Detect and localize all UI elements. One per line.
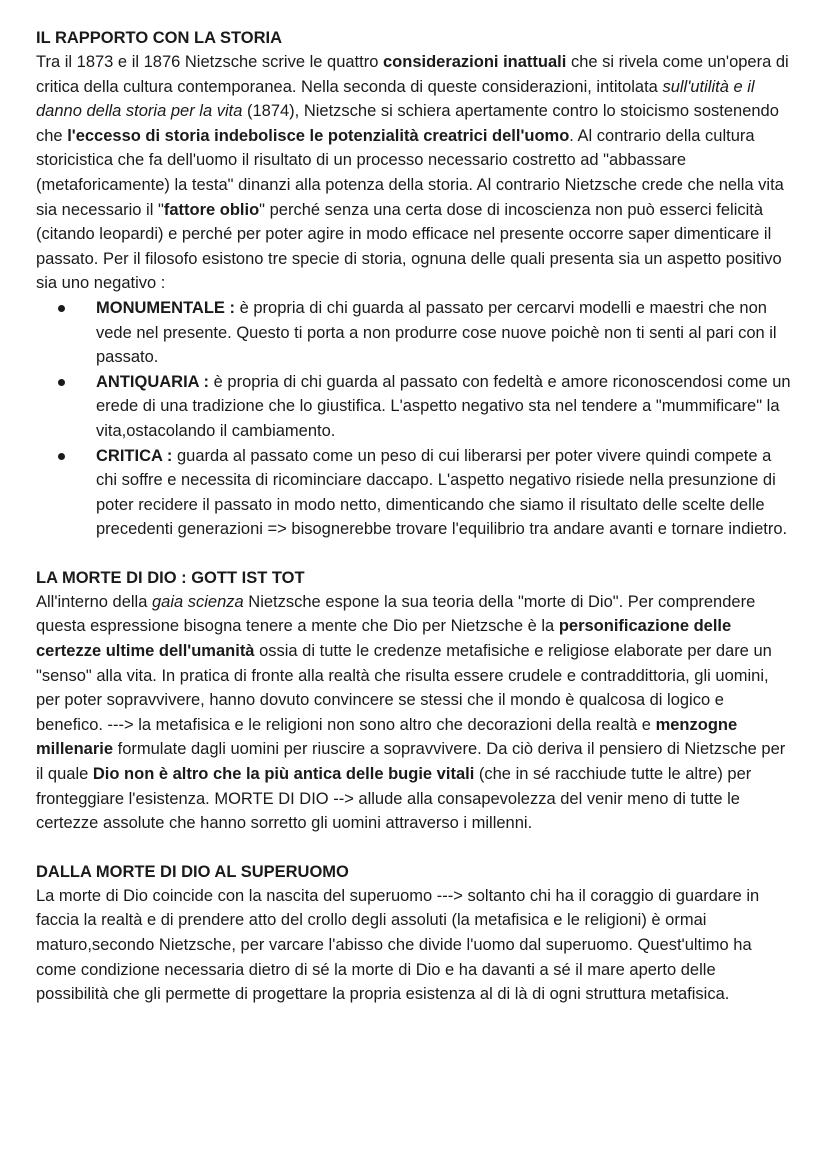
text-run: Nietzsche espone la sua teoria della "morte di Dio". Per comprendere questa espressione bisogna tenere a mente che Dio per Nietzsche è la	[36, 592, 756, 636]
bullet-text	[96, 447, 787, 539]
text-run: guarda al passato come un peso di cui liberarsi per poter vivere quindi compete a chi soffre e necessita di ricominciare daccapo. L'aspetto negativo risiede nella presunzione di poter recidere il passato in modo netto, dimenticando che siamo il risultato delle scelte delle precedenti generazioni => bisognerebbe trovare l'equilibrio tra andare avanti e tornare indietro.	[96, 446, 788, 539]
bold-text: Dio non è altro che la più antica delle bugie vitali	[92, 765, 475, 784]
text-run: formulate dagli uomini per riuscire a sopravvivere. Da ciò deriva il pensiero di Nietzsche per il quale	[36, 740, 786, 784]
section-paragraph	[36, 884, 792, 1007]
bullet-text	[96, 373, 791, 440]
italic-text: sull'utilità e il danno della storia per la vita	[36, 77, 755, 121]
bold-text: ANTIQUARIA :	[96, 372, 214, 391]
bullet-list	[36, 296, 792, 542]
bold-text: personificazione delle certezze ultime dell'umanità	[36, 617, 732, 661]
text-run: La morte di Dio coincide con la nascita del superuomo ---> soltanto chi ha il coraggio di guardare in faccia la realtà e di prendere atto del crollo degli assoluti (la metafisica e le religioni) è ormai maturo,secondo Nietzsche, per varcare l'abisso che divide l'uomo dal superuomo. Quest'ultimo ha come condizione necessaria dietro di sé la morte di Dio e ha davanti a sé il mare aperto delle possibilità che gli permette di progettare la propria esistenza al di là di ogni struttura metafisica.	[36, 886, 760, 1004]
text-run: è propria di chi guarda al passato per cercarvi modelli e maestri che non vede nel presente. Questo ti porta a non produrre cose nuove poichè non ti senti al pari con il passato.	[96, 298, 777, 367]
bullet-dot-icon	[58, 305, 65, 312]
bold-text: considerazioni inattuali	[382, 53, 567, 71]
section-paragraph	[36, 590, 792, 836]
bold-text: menzogne millenarie	[36, 715, 738, 759]
bullet-dot-icon	[58, 453, 65, 460]
bullet-text	[96, 299, 777, 366]
text-run: è propria di chi guarda al passato con fedeltà e amore riconoscendosi come un erede di una tradizione che lo giustifica. L'aspetto negativo sta nel tendere a "mummificare" la vita,ostacolando il cambiamento.	[96, 372, 791, 440]
text-run: ossia di tutte le credenze metafisiche e religiose elaborate per dare un "senso" alla vita. In pratica di fronte alla realtà che risulta essere crudele e contraddittoria, gli uomini, per poter sopravvivere, hanno dovuto convincere se stessi che il mondo è qualcosa di logico e benefico. ---> la metafisica e le religioni non sono altro che decorazioni della realtà e	[36, 642, 772, 734]
bullet-dot-icon	[58, 379, 65, 386]
text-run: All'interno della	[36, 592, 152, 611]
bullet-item-critica	[36, 444, 792, 542]
section-heading: IL RAPPORTO CON LA STORIA	[36, 29, 282, 47]
bold-text: CRITICA :	[96, 446, 177, 465]
section-heading: LA MORTE DI DIO : GOTT IST TOT	[36, 568, 305, 587]
bold-text: l'eccesso di storia indebolisce le potenzialità creatrici dell'uomo	[67, 126, 570, 145]
bold-text: fattore oblio	[163, 200, 260, 219]
section-heading: DALLA MORTE DI DIO AL SUPERUOMO	[36, 862, 349, 881]
text-run: . Al contrario della cultura storicistica che fa dell'uomo il risultato di un processo necessario costretto ad "abbassare (metaforicamente) la testa" dinanzi alla potenza della storia. Al contrario Nietzsche crede che nella vita sia necessario il "	[36, 126, 784, 219]
bold-text: MONUMENTALE :	[96, 298, 240, 317]
section-superuomo	[36, 860, 792, 1007]
section-spacer	[36, 836, 792, 860]
section-spacer	[36, 542, 792, 566]
section-paragraph	[36, 50, 792, 296]
section-rapporto-storia	[36, 26, 792, 542]
text-run: (1874), Nietzsche si schiera apertamente contro lo stoicismo sostenendo che	[36, 102, 779, 145]
section-morte-di-dio	[36, 566, 792, 836]
text-run: che si rivela come un'opera di critica della cultura contemporanea. Nella seconda di queste considerazioni, intitolata	[36, 53, 789, 96]
text-run: (che in sé racchiude tutte le altre) per fronteggiare l'esistenza. MORTE DI DIO --> allude alla consapevolezza del venir meno di tutte le certezze assolute che hanno sorretto gli uomini attraverso i millenni.	[36, 765, 752, 833]
text-run: " perché senza una certa dose di incoscienza non può esserci felicità (citando leopardi) e perché per poter agire in modo efficace nel presente occorre saper dimenticare il passato. Per il filosofo esistono tre specie di storia, ognuna delle quali presenta sia un aspetto positivo sia uno negativo :	[36, 200, 782, 293]
italic-text: gaia scienza	[151, 592, 244, 611]
bullet-item-antiquaria	[36, 370, 792, 444]
bullet-item-monumentale	[36, 296, 792, 370]
text-run: Tra il 1873 e il 1876 Nietzsche scrive le quattro	[36, 53, 383, 71]
